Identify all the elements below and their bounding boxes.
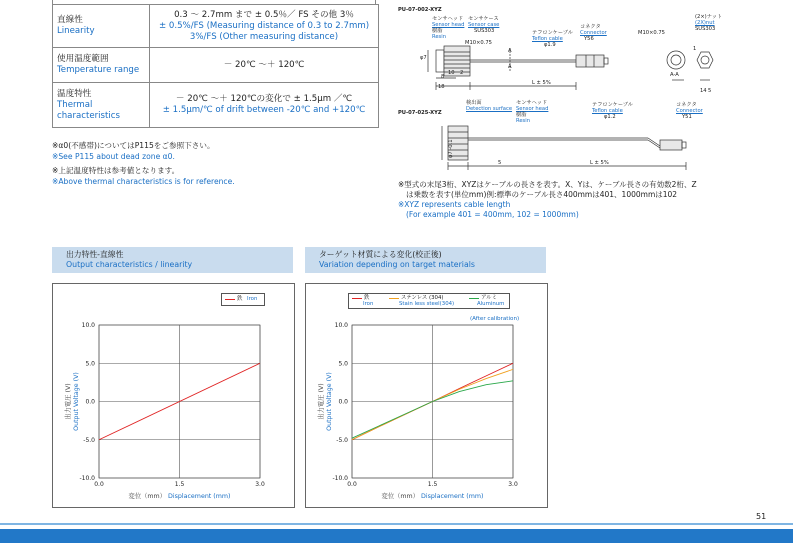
dim-1: 1 bbox=[693, 46, 697, 52]
dim-phi7-tol: φ7 -0.1 bbox=[448, 139, 454, 158]
legend2-al-jp: アルミ bbox=[481, 295, 497, 301]
row-label bbox=[53, 83, 150, 128]
dim-18: 18 bbox=[438, 84, 445, 90]
drawing2-teflon-label: テフロンケーブル Teflon cable φ1.2 bbox=[592, 102, 633, 120]
label-en: Thermal characteristics bbox=[57, 99, 120, 121]
section-header-materials bbox=[305, 247, 546, 273]
section-circle bbox=[667, 51, 685, 69]
dim-phi7: φ7 bbox=[420, 55, 427, 61]
drawing1-connector-label: コネクタ Connector Y56 bbox=[580, 24, 607, 42]
drawing1-length-dim: L ± 5% bbox=[532, 80, 551, 86]
section1-title-jp: 出力特性-直線性 bbox=[66, 250, 124, 259]
x-tick-label: 1.5 bbox=[174, 481, 185, 488]
y-axis-label bbox=[316, 372, 333, 431]
legend2-ss-jp: ステンレス (304) bbox=[401, 295, 444, 301]
cable-note-jp1: ※型式の末尾3桁、XYZはケーブルの長さを表す。X、Yは、ケーブル長さの有効数2桁、Z bbox=[398, 180, 697, 189]
label-en: Linearity bbox=[57, 26, 95, 36]
dim-5-b: 5 bbox=[498, 160, 502, 166]
drawing2-length-dim: L ± 5% bbox=[590, 160, 609, 166]
section-a-top: A bbox=[508, 48, 512, 54]
after-calibration-note: (After calibration) bbox=[470, 316, 520, 322]
drawing1-teflon-label: テフロンケーブル Teflon cable φ1.9 bbox=[532, 30, 573, 48]
table-row bbox=[53, 48, 379, 83]
y-tick-label: 5.0 bbox=[338, 360, 348, 368]
y-axis-label bbox=[63, 372, 80, 431]
note-2-en: ※Above thermal characteristics is for reference. bbox=[52, 176, 235, 186]
label-jp: 使用温度範囲 bbox=[57, 54, 109, 64]
y-tick-label: 0.0 bbox=[85, 398, 95, 406]
footer-line bbox=[0, 523, 793, 525]
value-en: ± 1.5μm/℃ of drift between -20℃ and +120℃ bbox=[162, 105, 366, 115]
y-tick-label: 5.0 bbox=[85, 360, 95, 368]
legend-iron-jp: 鉄 bbox=[237, 296, 243, 302]
y-tick-label: -10.0 bbox=[332, 475, 348, 482]
spec-table bbox=[52, 4, 379, 128]
value-jp: － 20℃ ～＋ 120℃の変化で ± 1.5μm ／℃ bbox=[175, 94, 353, 104]
dim-10: 10 bbox=[448, 70, 455, 76]
dim-5: 5 bbox=[708, 88, 712, 94]
note-1-en: ※See P115 about dead zone α0. bbox=[52, 151, 175, 161]
drawing1-thread-label: M10×0.75 bbox=[465, 40, 492, 46]
x-axis-label: 変位（mm） Displacement (mm) bbox=[381, 493, 484, 500]
x-axis-label: 変位（mm） Displacement (mm) bbox=[128, 493, 231, 500]
value-en: ± 0.5%/FS (Measuring distance of 0.3 to 2.7mm) 3%/FS (Other measuring distance) bbox=[158, 20, 370, 42]
section1-title-en: Output characteristics / linearity bbox=[66, 260, 193, 269]
drawing2-detect-label: 検出面 Detection surface bbox=[466, 100, 513, 112]
label-jp: 温度特性 bbox=[57, 88, 92, 99]
svg-text:出力電圧 (V): 出力電圧 (V) bbox=[318, 383, 325, 420]
row-label bbox=[53, 48, 150, 83]
legend2-al-en: Aluminum bbox=[477, 301, 505, 307]
sensor-head-shape bbox=[436, 50, 444, 72]
legend2-ss-en: Stain less steel(304) bbox=[399, 301, 455, 307]
x-tick-label: 3.0 bbox=[508, 481, 518, 488]
cable-note-jp2: は乗数を表す(単位mm)例:標準のケーブル長さ400mmは401、1000mmは102 bbox=[406, 190, 678, 199]
row-label bbox=[53, 5, 150, 48]
x-tick-label: 0.0 bbox=[347, 481, 357, 488]
y-tick-label: 10.0 bbox=[334, 322, 348, 329]
row-value bbox=[150, 83, 379, 128]
legend-iron-en: Iron bbox=[247, 296, 258, 302]
footer-bar bbox=[0, 529, 793, 543]
notes-block bbox=[52, 141, 382, 187]
x-tick-label: 0.0 bbox=[94, 481, 104, 488]
dim-14: 14 bbox=[700, 88, 707, 94]
x-tick-label: 3.0 bbox=[255, 481, 265, 488]
drawing2-sensor-head-label: センサヘッド Sensor head 樹脂 Resin bbox=[516, 100, 549, 124]
legend2-iron-en: Iron bbox=[363, 301, 374, 307]
model-label-2: PU-07-025-XYZ bbox=[398, 110, 442, 116]
connector-shape bbox=[576, 55, 604, 67]
y-tick-label: 0.0 bbox=[338, 398, 348, 406]
x-tick-label: 1.5 bbox=[427, 481, 438, 488]
nut-shape bbox=[697, 52, 713, 68]
svg-text:Output Voltage (V): Output Voltage (V) bbox=[326, 372, 333, 431]
label-en: Temperature range bbox=[57, 65, 140, 75]
page-number: 51 bbox=[756, 512, 767, 521]
row-value bbox=[150, 5, 379, 48]
drawing1-sensor-case-label: センサケース Sensor case SUS303 bbox=[468, 16, 500, 34]
legend2-iron-jp: 鉄 bbox=[364, 295, 370, 301]
section-aa-label: A-A bbox=[670, 72, 679, 78]
y-tick-label: -5.0 bbox=[83, 436, 95, 444]
drawing1-m10-right: M10×0.75 bbox=[638, 30, 665, 36]
drawing1-sensor-head-label: センサヘッド Sensor head 樹脂 Resin bbox=[432, 16, 465, 40]
note-1-jp: ※α0(不感帯)についてはP115をご参照下さい。 bbox=[52, 141, 215, 150]
label-jp: 直線性 bbox=[57, 15, 83, 25]
dim-2: 2 bbox=[460, 70, 464, 76]
drawing1-nut-label: (2×)ナット (2X)nut SUS303 bbox=[695, 14, 723, 32]
y-tick-label: -5.0 bbox=[336, 436, 348, 444]
table-row bbox=[53, 5, 379, 48]
table-row bbox=[53, 83, 379, 128]
y-tick-label: -10.0 bbox=[79, 475, 95, 482]
section2-title-en: Variation depending on target materials bbox=[319, 260, 475, 269]
section-header-linearity bbox=[52, 247, 293, 273]
drawing2-connector-label: コネクタ Connector Y51 bbox=[676, 102, 703, 120]
svg-text:Output Voltage (V): Output Voltage (V) bbox=[73, 372, 80, 431]
dim-8: 8 bbox=[441, 74, 445, 80]
y-tick-label: 10.0 bbox=[81, 322, 95, 329]
chart1-legend bbox=[221, 293, 265, 306]
connector-shape-2 bbox=[660, 140, 682, 150]
value-jp: 0.3 ～ 2.7mm まで ± 0.5％／ FS その他 3％ bbox=[174, 9, 354, 20]
svg-text:出力電圧 (V): 出力電圧 (V) bbox=[65, 383, 72, 420]
value-jp: － 20℃ ～＋ 120℃ bbox=[223, 59, 305, 70]
note-2-jp: ※上記温度特性は参考値となります。 bbox=[52, 166, 180, 175]
cable-note-en1: ※XYZ represents cable length bbox=[398, 200, 511, 209]
row-value bbox=[150, 48, 379, 83]
model-label-1: PU-07-002-XYZ bbox=[398, 7, 442, 13]
section2-title-jp: ターゲット材質による変化(校正後) bbox=[319, 250, 442, 259]
cable-note bbox=[398, 180, 788, 220]
section-a-bottom: A bbox=[508, 64, 512, 70]
chart-linearity-svg bbox=[52, 283, 294, 507]
chart2-legend bbox=[348, 293, 510, 309]
cable-note-en2: (For example 401 = 400mm, 102 = 1000mm) bbox=[406, 210, 579, 219]
